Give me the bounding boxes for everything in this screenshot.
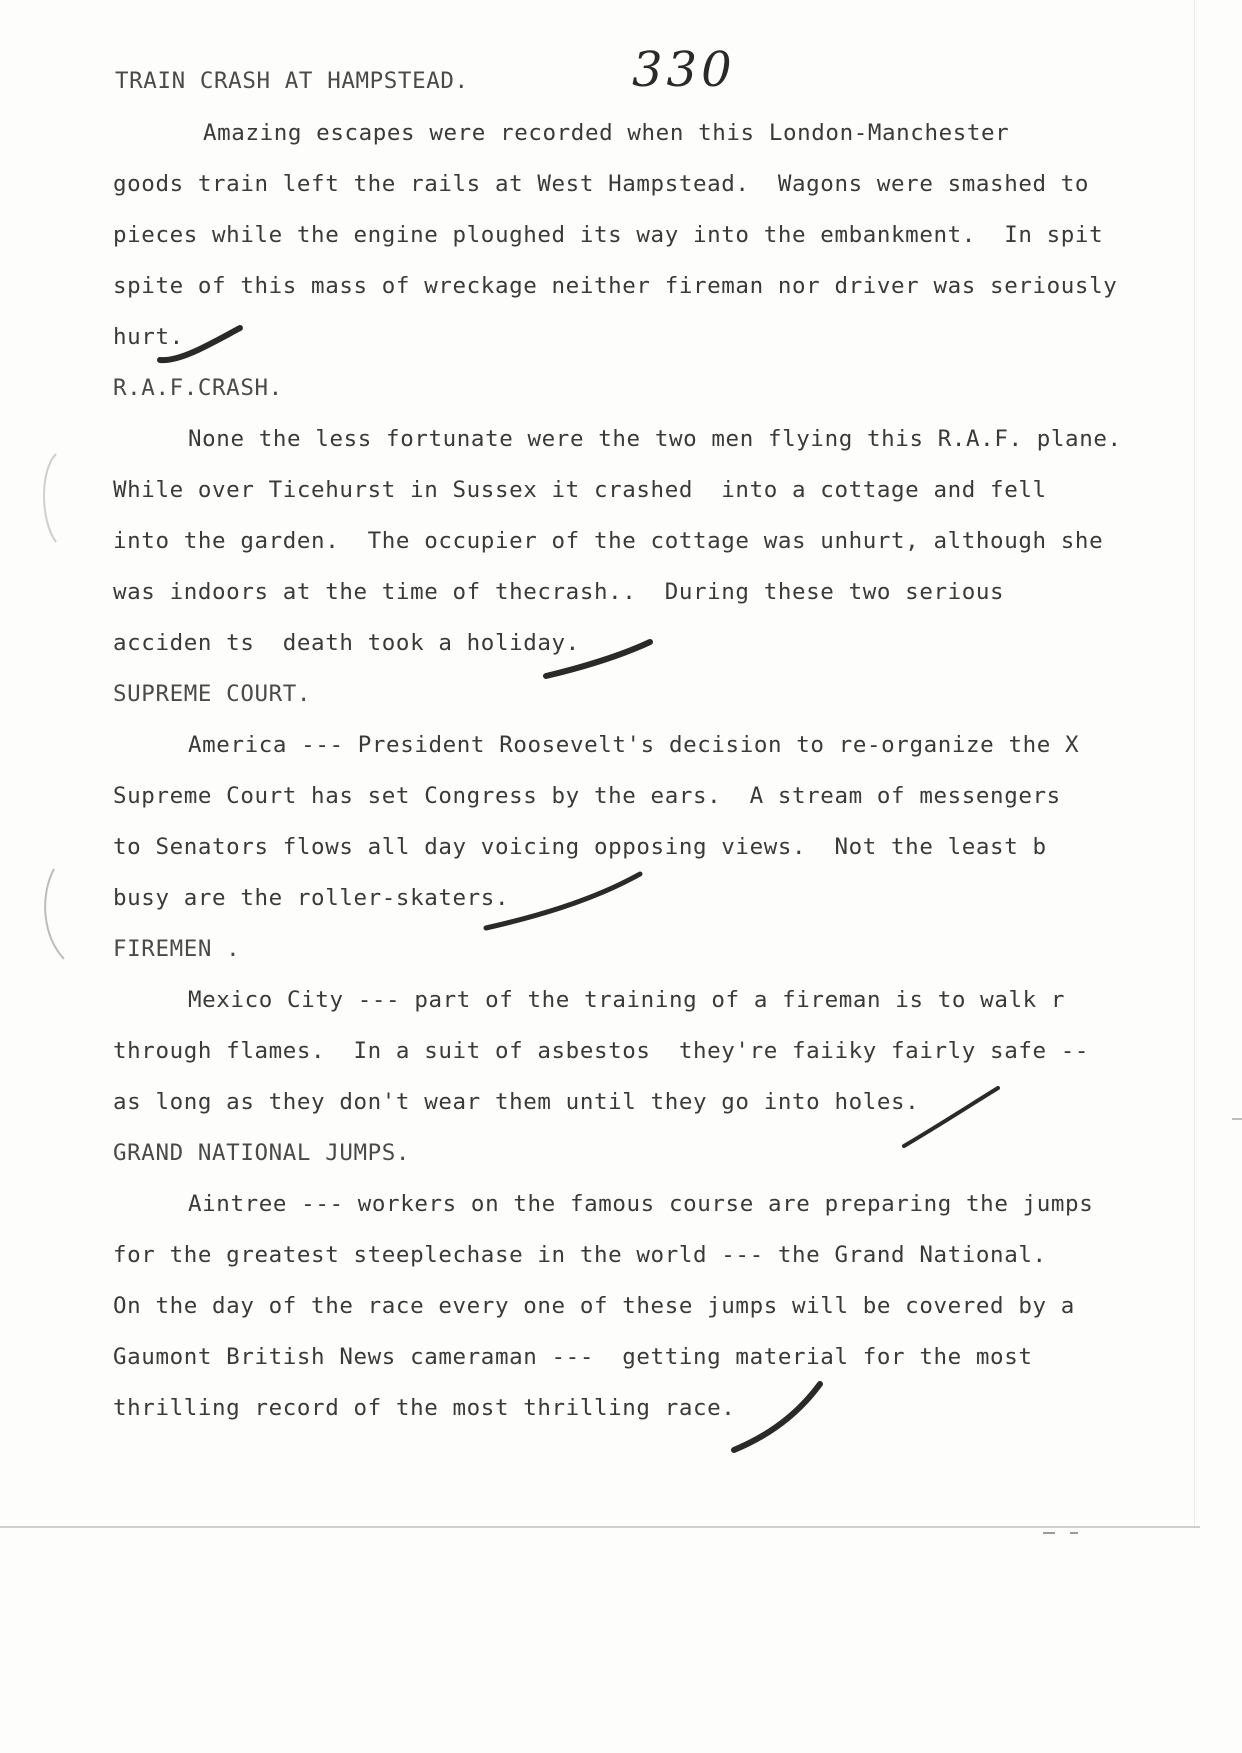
story-line: None the less fortunate were the two men flying this R.A.F. plane. bbox=[188, 426, 1122, 452]
pen-stroke-mark bbox=[480, 868, 650, 938]
margin-dash bbox=[1070, 1532, 1078, 1534]
story-line: hurt. bbox=[113, 324, 184, 350]
story-line: America --- President Roosevelt's decision to re-organize the X bbox=[188, 732, 1080, 758]
story-line: Gaumont British News cameraman --- getting material for the most bbox=[113, 1344, 1033, 1370]
handwritten-page-number bbox=[628, 38, 748, 98]
story-line: for the greatest steeplechase in the world --- the Grand National. bbox=[113, 1242, 1047, 1268]
story-heading: SUPREME COURT. bbox=[113, 681, 312, 707]
story-line: pieces while the engine ploughed its way into the embankment. In spit bbox=[113, 222, 1104, 248]
story-heading: TRAIN CRASH AT HAMPSTEAD. bbox=[115, 68, 469, 94]
story-line: thrilling record of the most thrilling race. bbox=[113, 1395, 736, 1421]
story-line: to Senators flows all day voicing opposing views. Not the least b bbox=[113, 834, 1047, 860]
pen-stroke-mark bbox=[540, 628, 660, 686]
story-line: through flames. In a suit of asbestos they're faiiky fairly safe -- bbox=[113, 1038, 1090, 1064]
story-line: was indoors at the time of thecrash.. During these two serious bbox=[113, 579, 1005, 605]
margin-dash bbox=[1043, 1532, 1055, 1534]
story-line: into the garden. The occupier of the cottage was unhurt, although she bbox=[113, 528, 1104, 554]
story-line: Supreme Court has set Congress by the ears. A stream of messengers bbox=[113, 783, 1061, 809]
story-heading: FIREMEN . bbox=[113, 936, 241, 962]
story-line: goods train left the rails at West Hampstead. Wagons were smashed to bbox=[113, 171, 1090, 197]
page-right-edge bbox=[1194, 0, 1195, 1528]
pen-stroke-mark bbox=[728, 1378, 828, 1458]
margin-bracket bbox=[36, 865, 76, 965]
story-line: acciden ts death took a holiday. bbox=[113, 630, 580, 656]
margin-tick bbox=[1232, 1118, 1242, 1120]
story-line: as long as they don't wear them until they go into holes. bbox=[113, 1089, 920, 1115]
page-bottom-edge bbox=[0, 1526, 1200, 1528]
story-line: Mexico City --- part of the training of a fireman is to walk r bbox=[188, 987, 1066, 1013]
story-line: On the day of the race every one of these jumps will be covered by a bbox=[113, 1293, 1075, 1319]
story-line: Amazing escapes were recorded when this London-Manchester bbox=[203, 120, 1010, 146]
story-line: busy are the roller-skaters. bbox=[113, 885, 510, 911]
page-number-text: 330 bbox=[632, 42, 736, 98]
pen-stroke-mark bbox=[150, 322, 250, 368]
pen-stroke-mark bbox=[898, 1082, 1008, 1152]
story-heading: GRAND NATIONAL JUMPS. bbox=[113, 1140, 411, 1166]
margin-bracket bbox=[36, 450, 76, 550]
story-line: While over Ticehurst in Sussex it crashed into a cottage and fell bbox=[113, 477, 1047, 503]
story-line: Aintree --- workers on the famous course are preparing the jumps bbox=[188, 1191, 1094, 1217]
story-line: spite of this mass of wreckage neither fireman nor driver was seriously bbox=[113, 273, 1118, 299]
story-heading: R.A.F.CRASH. bbox=[113, 375, 283, 401]
